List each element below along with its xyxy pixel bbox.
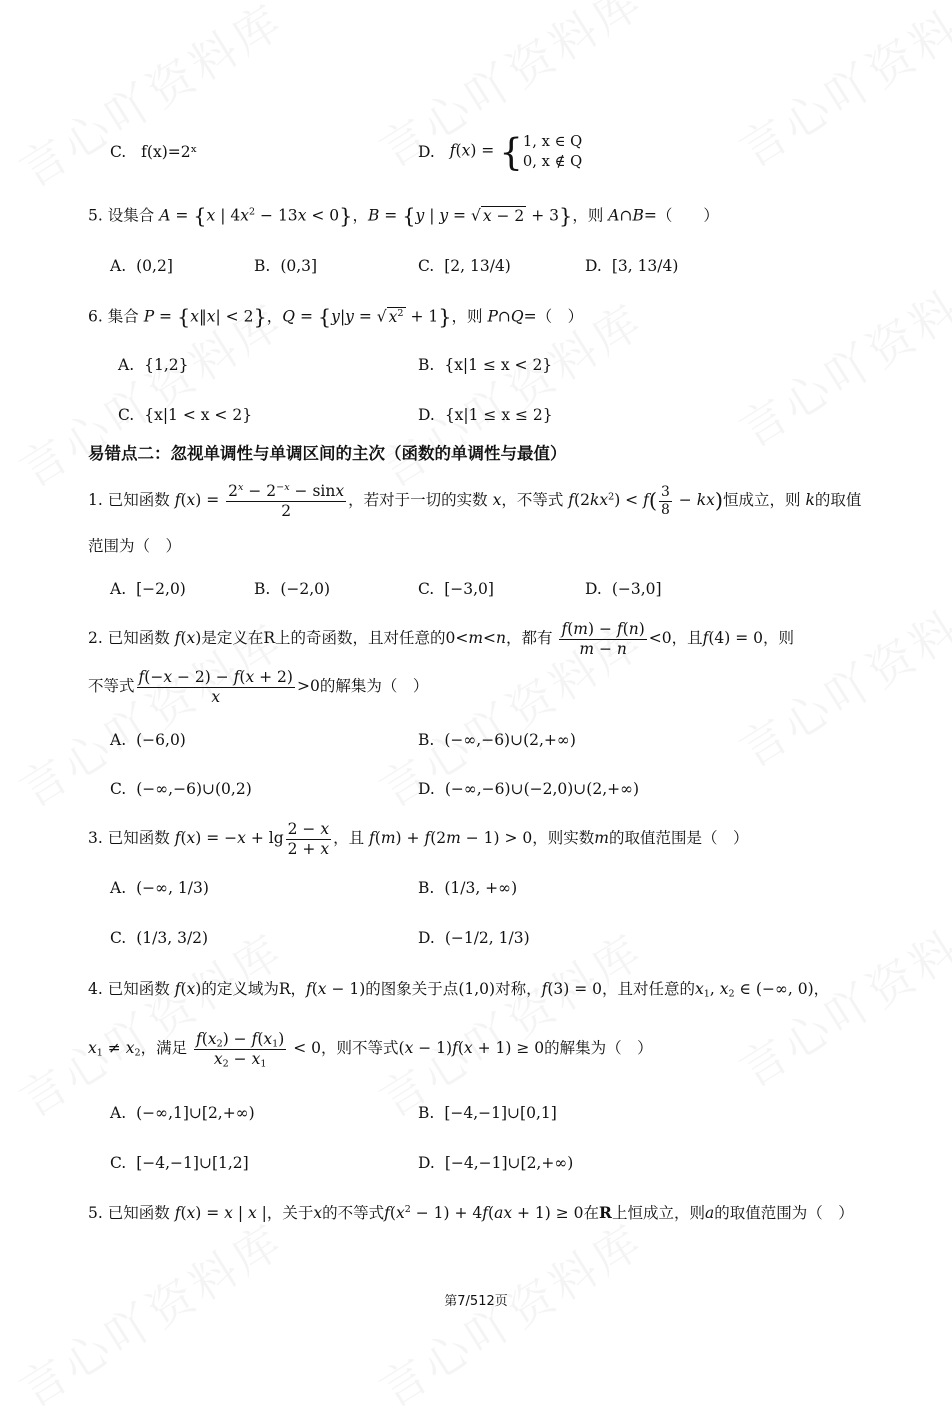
s2q3-option-d[interactable]: D. (−1/2, 1/3) xyxy=(418,929,530,947)
s2-question-4: 4. 已知函数 f(x)的定义域为R，f(x − 1)的图象关于点(1,0)对称，f(3) = 0，且对任意的$x_1$, $x_2$ ∈ (−∞, 0)， xyxy=(88,980,830,1000)
s2q1-option-a[interactable]: A. [−2,0) xyxy=(110,580,186,598)
q6-option-b[interactable]: B. {x|1 ≤ x < 2} xyxy=(418,356,553,374)
s2-question-1-cont: 范围为（ ） xyxy=(88,537,182,555)
q6-option-a[interactable]: A. {1,2} xyxy=(118,356,189,374)
question-5: 5. 设集合 A = {x | $4x^2 - 13x < 0$}，B = {y | y = √ x − 2 + 3}，则 A∩B=（ ） xyxy=(88,204,719,228)
option-label: D. xyxy=(418,142,435,161)
option-label: C. xyxy=(110,143,127,161)
s2q1-option-b[interactable]: B. (−2,0) xyxy=(254,580,331,598)
q6-option-d[interactable]: D. {x|1 ≤ x ≤ 2} xyxy=(418,406,553,424)
watermark-text xyxy=(725,0,952,180)
option-c[interactable] xyxy=(110,142,197,162)
s2q2-option-a[interactable]: A. (−6,0) xyxy=(110,731,186,749)
piecewise-cases: 1, x ∈ Q 0, x ∉ Q xyxy=(522,132,583,170)
s2q1-option-c[interactable]: C. [−3,0] xyxy=(418,580,494,598)
s2q1-option-d[interactable]: D. (−3,0] xyxy=(585,580,662,598)
s2-question-2: 2. 已知函数 f(x)是定义在R上的奇函数，且对任意的0<m<n，都有 $\frac{f(m) - f(n)}{m - n}$ <0，且f(4) = 0，则 xyxy=(88,620,795,658)
watermark-text xyxy=(725,566,952,781)
s2-question-4-cont: $x_1 \ne x_2$，满足 $\frac{f(x_2) - f(x_1)}{x_2 - x_1}$ < 0，则不等式(x − 1)f(x + 1) ≥ 0的解集为（ ） xyxy=(88,1030,653,1069)
watermark-text xyxy=(725,246,952,461)
page-number: 第7/512页 xyxy=(444,1294,508,1309)
option-expr: f(x)=2ˣ xyxy=(141,143,198,161)
q6-option-c[interactable]: C. {x|1 < x < 2} xyxy=(118,406,253,424)
watermark-text xyxy=(365,1206,654,1420)
s2q4-option-c[interactable]: C. [−4,−1]∪[1,2] xyxy=(110,1154,249,1172)
option-d[interactable]: D. f(x) = {1, x ∈ Q 0, x ∉ Q xyxy=(418,130,583,174)
s2-question-3: 3. 已知函数 f(x) = −x + lg $\frac{2 - x}{2 + x}$ ，且 f(m) + f(2m − 1) > 0，则实数m的取值范围是（ ） xyxy=(88,820,749,858)
s2-question-5: 5. 已知函数 f(x) = x | x |，关于x的不等式$f(x^2 - 1) + 4f(ax + 1) \ge 0$在R上恒成立，则a的取值范围为（ ） xyxy=(88,1203,854,1222)
s2q2-option-d[interactable]: D. (−∞,−6)∪(−2,0)∪(2,+∞) xyxy=(418,780,640,798)
s2q4-option-b[interactable]: B. [−4,−1]∪[0,1] xyxy=(418,1104,557,1122)
q5-option-c[interactable]: C. [2, 13/4) xyxy=(418,257,511,275)
s2q3-option-c[interactable]: C. (1/3, 3/2) xyxy=(110,929,209,947)
watermark-text xyxy=(5,1206,294,1420)
s2q3-option-b[interactable]: B. (1/3, +∞) xyxy=(418,879,518,897)
s2q3-option-a[interactable]: A. (−∞, 1/3) xyxy=(110,879,209,897)
q5-option-b[interactable]: B. (0,3] xyxy=(254,257,318,275)
watermark-text xyxy=(5,0,294,200)
s2-question-2-cont: 不等式 $\frac{f(-x - 2) - f(x + 2)}{x}$ >0的解集为（ ） xyxy=(88,668,429,706)
s2-question-1: 1. 已知函数 f(x) = $\frac{2^x - 2^{-x} - \sin x}{2}$ ，若对于一切的实数 x，不等式 $f(2kx^2) < f$( $\frac{3}{8}$ − kx)恒成立，则 k的取值 xyxy=(88,482,862,520)
q5-option-a[interactable]: A. (0,2] xyxy=(110,257,173,275)
s2q4-option-a[interactable]: A. (−∞,1]∪[2,+∞) xyxy=(110,1104,255,1122)
q5-option-d[interactable]: D. [3, 13/4) xyxy=(585,257,679,275)
section-heading: 易错点二：忽视单调性与单调区间的主次（函数的单调性与最值） xyxy=(88,444,567,463)
s2q4-option-d[interactable]: D. [−4,−1]∪[2,+∞) xyxy=(418,1154,574,1172)
s2q2-option-b[interactable]: B. (−∞,−6)∪(2,+∞) xyxy=(418,731,576,749)
s2q2-option-c[interactable]: C. (−∞,−6)∪(0,2) xyxy=(110,780,252,798)
question-6: 6. 集合 P = {x‖x| < 2}，Q = {y|y = √ $x^2 + 1$}，则 P∩Q=（ ） xyxy=(88,305,584,329)
